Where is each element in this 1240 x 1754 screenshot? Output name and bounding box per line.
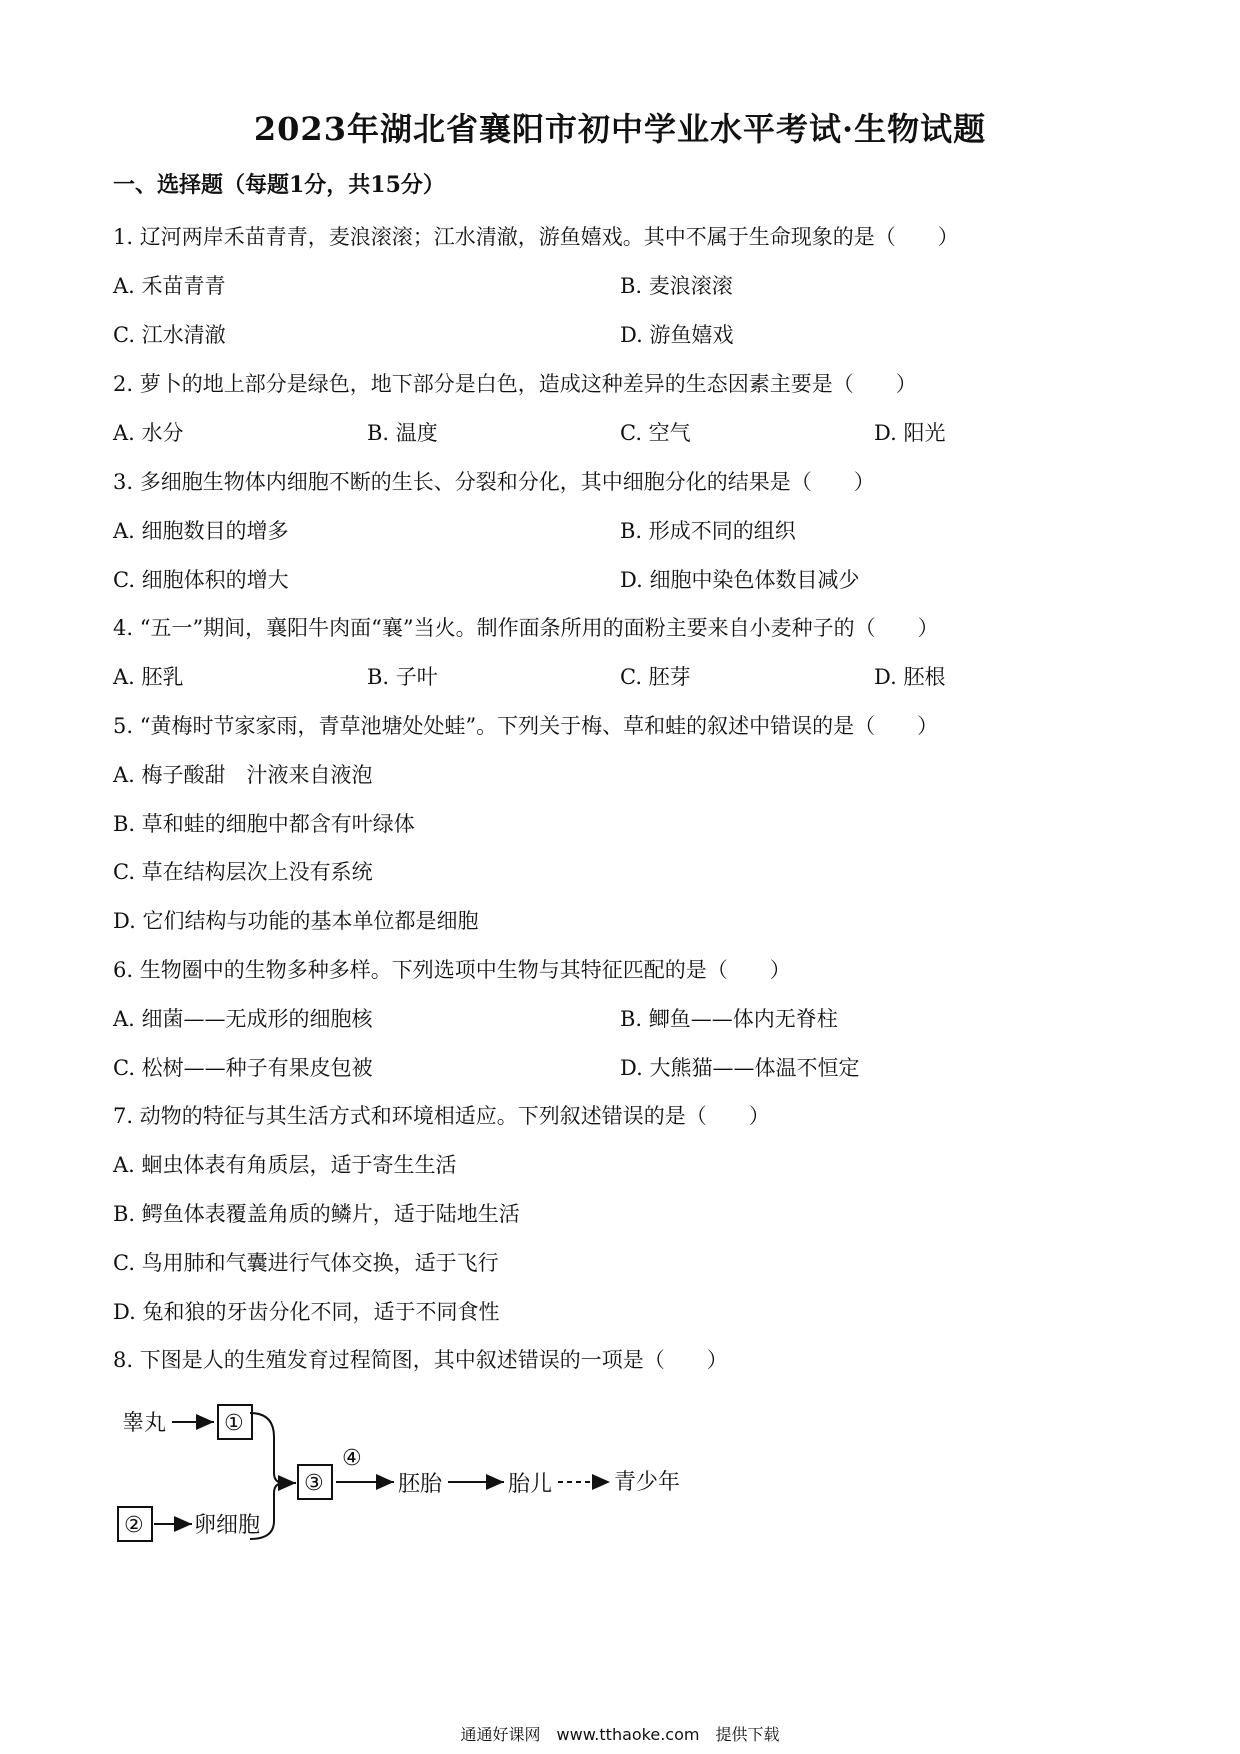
option: C. 空气 (620, 421, 691, 445)
option: D. 细胞中染色体数目减少 (620, 568, 860, 592)
option: D. 它们结构与功能的基本单位都是细胞 (113, 909, 479, 933)
label-egg: 卵细胞 (194, 1513, 261, 1538)
label-adolescent: 青少年 (614, 1470, 681, 1495)
section-heading: 一、选择题（每题1分，共15分） (113, 172, 445, 198)
option: A. 细胞数目的增多 (113, 519, 289, 543)
option: C. 胚芽 (620, 665, 691, 689)
option: D. 游鱼嬉戏 (620, 323, 734, 347)
option: B. 草和蛙的细胞中都含有叶绿体 (113, 812, 415, 836)
label-box1: ① (224, 1411, 244, 1436)
option: C. 江水清澈 (113, 323, 226, 347)
question-stem: 5. “黄梅时节家家雨，青草池塘处处蛙”。下列关于梅、草和蛙的叙述中错误的是（ ） (113, 714, 939, 738)
question-stem: 8. 下图是人的生殖发育过程简图，其中叙述错误的一项是（ ） (113, 1348, 728, 1372)
question-stem: 3. 多细胞生物体内细胞不断的生长、分裂和分化，其中细胞分化的结果是（ ） (113, 470, 875, 494)
option: B. 温度 (367, 421, 438, 445)
question-stem: 4. “五一”期间，襄阳牛肉面“襄”当火。制作面条所用的面粉主要来自小麦种子的（ ） (113, 616, 939, 640)
label-embryo: 胚胎 (398, 1472, 443, 1497)
label-step4: ④ (342, 1446, 362, 1471)
label-fetus: 胎儿 (508, 1472, 553, 1497)
option: B. 形成不同的组织 (620, 519, 796, 543)
label-box3: ③ (304, 1471, 324, 1496)
option: A. 蛔虫体表有角质层，适于寄生生活 (113, 1153, 457, 1177)
option: C. 松树——种子有果皮包被 (113, 1056, 373, 1080)
option: A. 胚乳 (113, 665, 184, 689)
option: A. 细菌——无成形的细胞核 (113, 1007, 373, 1031)
question-stem: 6. 生物圈中的生物多种多样。下列选项中生物与其特征匹配的是（ ） (113, 958, 791, 982)
option: D. 阳光 (874, 421, 946, 445)
option: B. 鳄鱼体表覆盖角质的鳞片，适于陆地生活 (113, 1202, 520, 1226)
option: D. 胚根 (874, 665, 946, 689)
reproduction-diagram (110, 1385, 790, 1565)
option: B. 麦浪滚滚 (620, 274, 733, 298)
label-box2: ② (124, 1513, 144, 1538)
option: D. 兔和狼的牙齿分化不同，适于不同食性 (113, 1300, 500, 1324)
option: B. 鲫鱼——体内无脊柱 (620, 1007, 838, 1031)
option: A. 水分 (113, 421, 184, 445)
question-stem: 1. 辽河两岸禾苗青青，麦浪滚滚；江水清澈，游鱼嬉戏。其中不属于生命现象的是（ ） (113, 225, 959, 249)
option: B. 子叶 (367, 665, 438, 689)
option: A. 梅子酸甜 汁液来自液泡 (113, 763, 373, 787)
option: A. 禾苗青青 (113, 274, 226, 298)
option: C. 草在结构层次上没有系统 (113, 860, 373, 884)
option: C. 细胞体积的增大 (113, 568, 289, 592)
footer-source: 通通好课网 www.tthaoke.com 提供下载 (460, 1725, 780, 1744)
question-stem: 7. 动物的特征与其生活方式和环境相适应。下列叙述错误的是（ ） (113, 1104, 770, 1128)
page-title: 2023年湖北省襄阳市初中学业水平考试·生物试题 (253, 110, 987, 148)
option: D. 大熊猫——体温不恒定 (620, 1056, 860, 1080)
question-stem: 2. 萝卜的地上部分是绿色，地下部分是白色，造成这种差异的生态因素主要是（ ） (113, 372, 917, 396)
option: C. 鸟用肺和气囊进行气体交换，适于飞行 (113, 1251, 499, 1275)
label-testis: 睾丸 (122, 1411, 167, 1436)
